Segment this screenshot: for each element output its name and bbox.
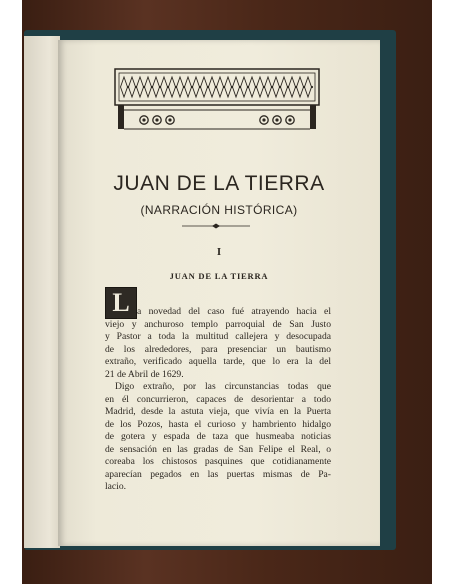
text-line: de sensación en las gradas de San Felipe el Real, o [105,443,331,455]
text-line: 21 de Abril de 1629. [105,368,184,380]
text-line: de los Pozos, hasta el curioso y hambriento hidalgo [105,418,331,430]
text-line: de gotera y espada de taza que husmeaba noticias [105,431,331,442]
text-line: a novedad del caso fué atrayendo hacia el [137,306,331,317]
title-divider-rule [182,223,250,229]
body-text [105,306,331,494]
header-ornament-icon [114,68,320,130]
text-line: aparecían pegados en las puertas mismas de Pa- [105,468,331,480]
left-page-edge [24,36,60,548]
drop-cap-letter: L [105,287,137,319]
text-line: y Pastor a toda la multitud callejera y desocupada [105,331,331,342]
text-line: extraño, verificado aquella tarde, que lo era la del [105,356,331,367]
text-line: lacio. [105,481,127,492]
text-line: de los alrededores, para presenciar un bautismo [105,343,331,355]
text-line: coreaba los chistosos pasquines que cotidianamente [105,456,331,467]
story-subtitle: (NARRACIÓN HISTÓRICA) [140,203,298,217]
chapter-title: JUAN DE LA TIERRA [169,271,269,281]
text-line: en él concurrieron, capaces de desorientar a todo [105,393,331,405]
text-line: Madrid, desde la astuta vieja, que vivía en la Puerta [105,406,331,417]
story-title: JUAN DE LA TIERRA [113,172,325,195]
chapter-number: I [216,246,222,258]
text-line: viejo y anchuroso templo parroquial de San Justo [105,318,331,330]
text-line: Digo extraño, por las circunstancias todas que [115,381,331,392]
